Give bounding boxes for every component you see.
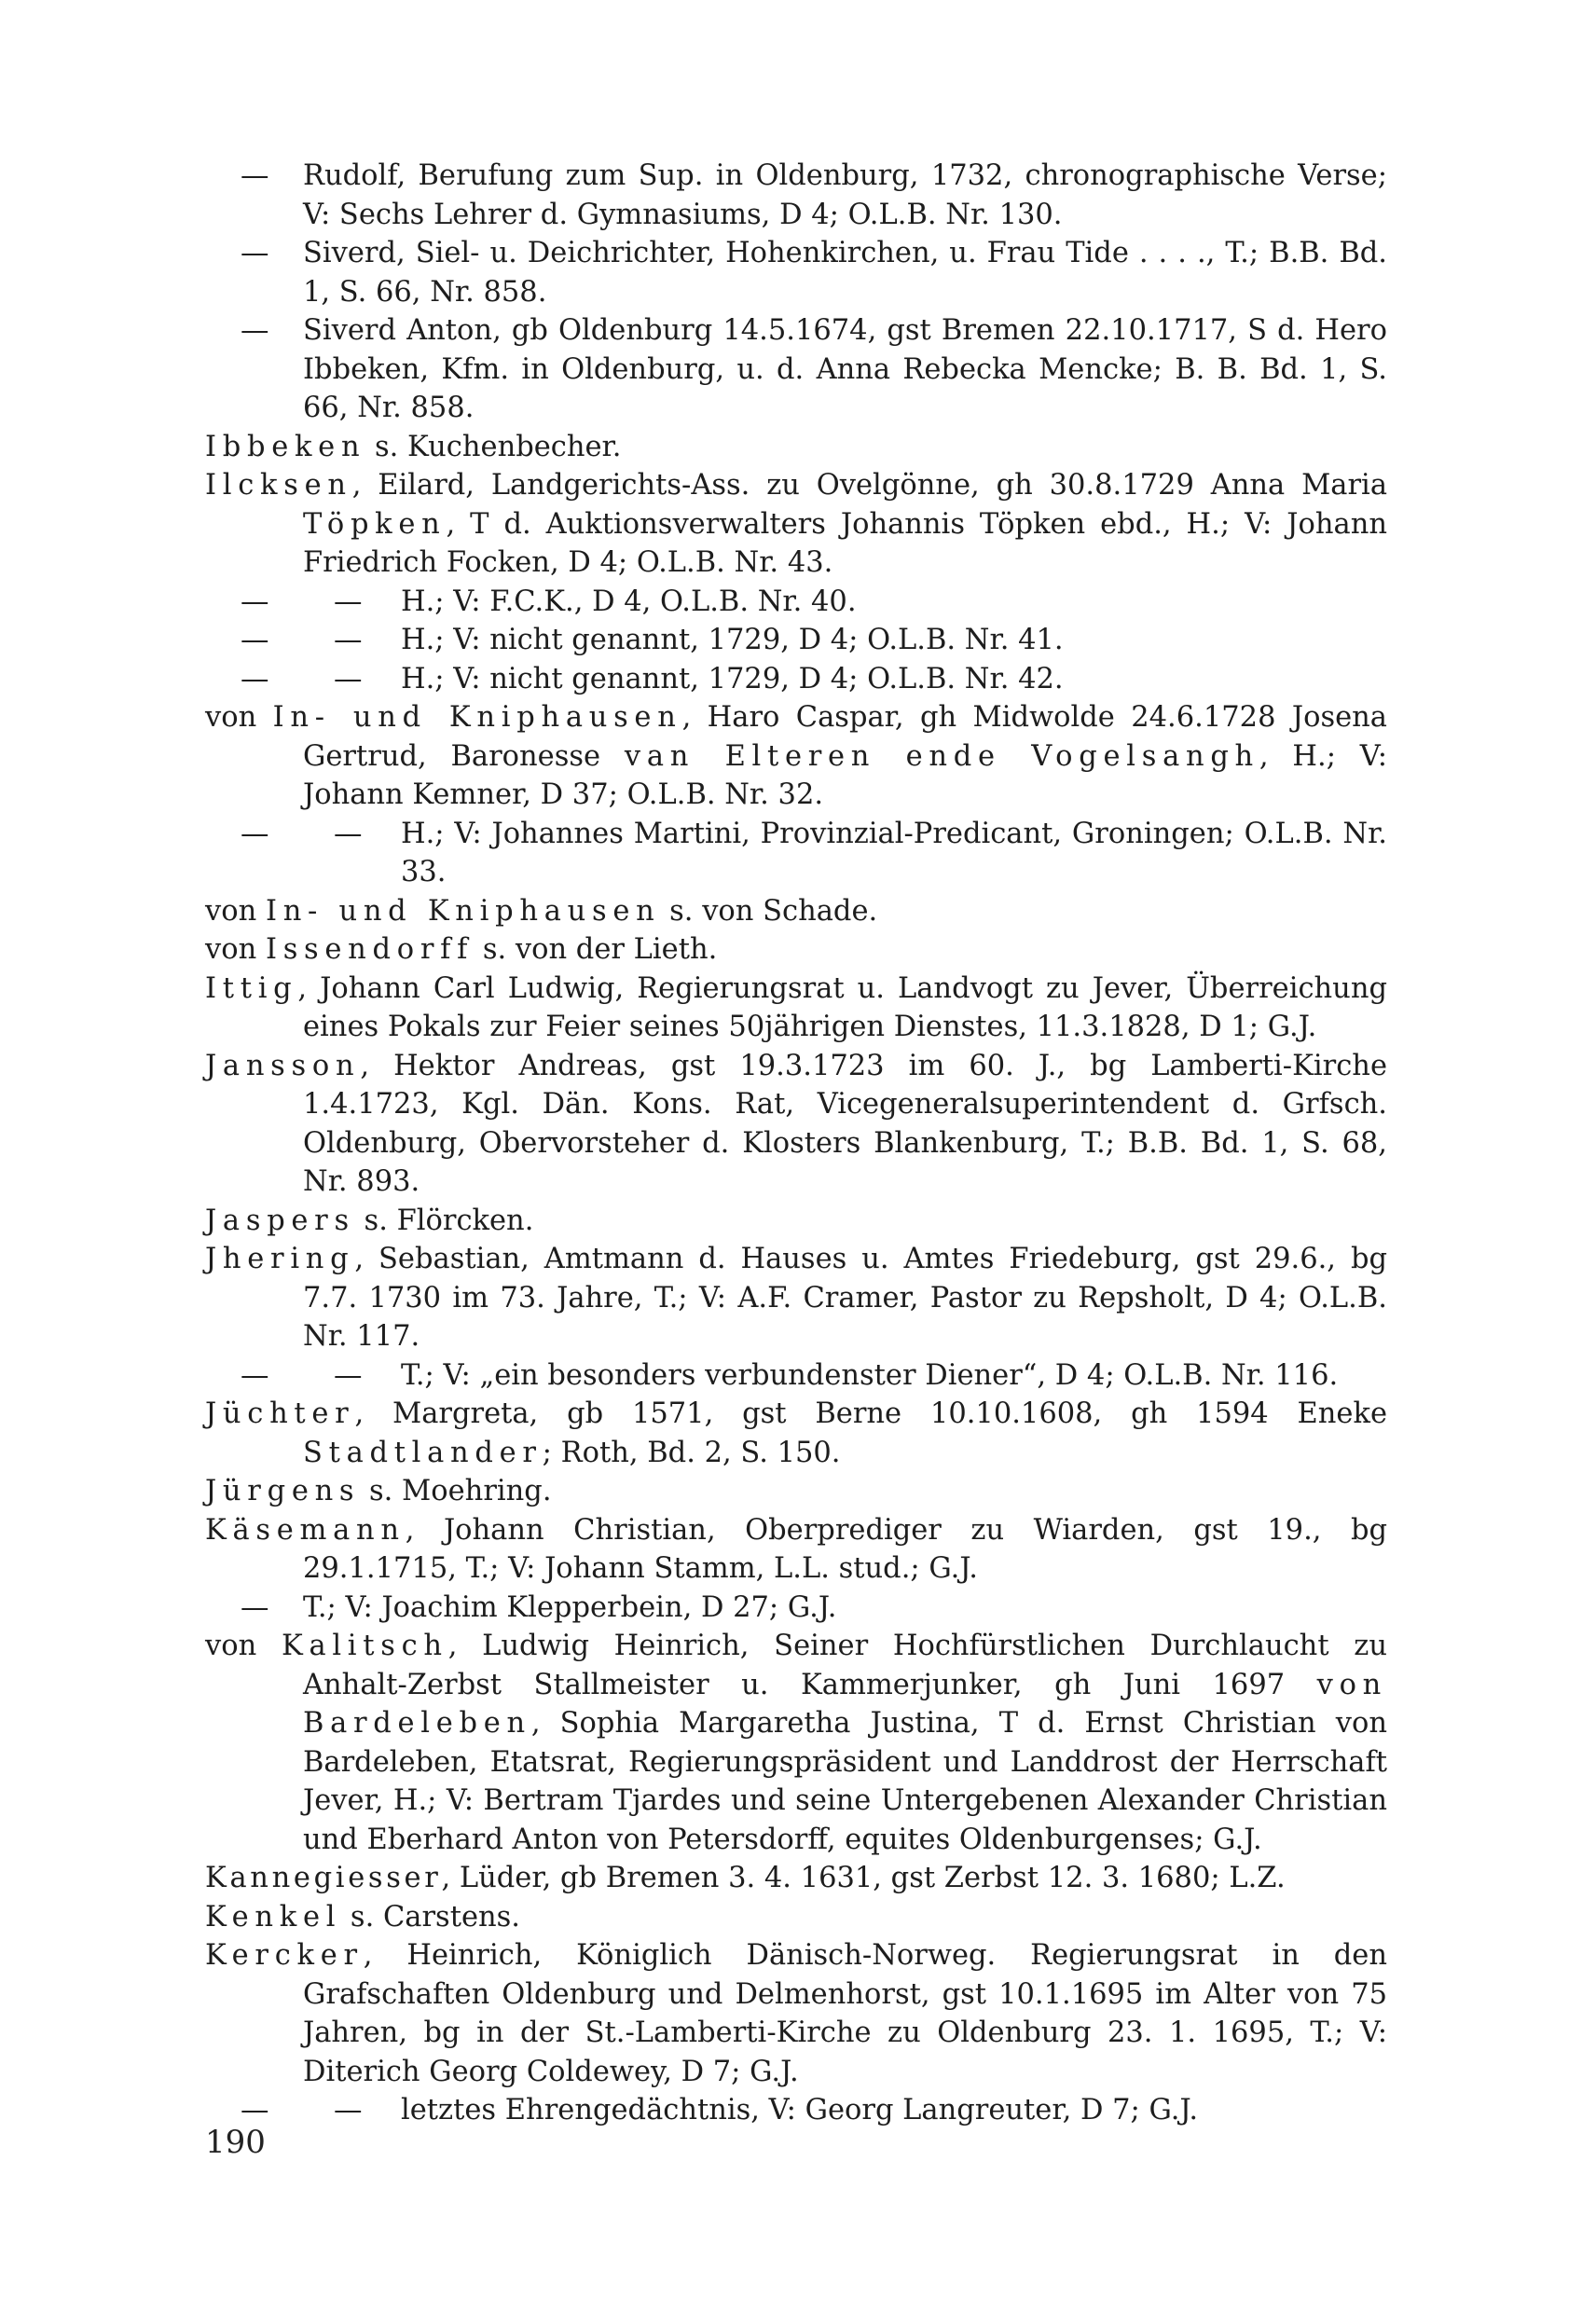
entry-text: s. Carstens. [341, 1900, 521, 1934]
entry-text: H.; V: F.C.K., D 4, O.L.B. Nr. 40. [401, 585, 857, 618]
entry-head: Ibbeken [205, 430, 366, 463]
entry-ilcksen-40 [205, 583, 1387, 622]
dash-marker: — [241, 159, 269, 192]
dash-marker: — [241, 1590, 269, 1624]
entry-in-und-kniphausen-ref [205, 892, 1387, 931]
entry-text: H.; V: nicht genannt, 1729, D 4; O.L.B. Nr. 42. [401, 662, 1064, 695]
entry-issendorff [205, 930, 1387, 970]
dash-marker: — [334, 817, 363, 850]
entry-head: Jansson [205, 1049, 361, 1082]
entry-ittig [205, 970, 1387, 1047]
dash-marker: — [334, 1358, 363, 1392]
entry-kannegiesser [205, 1859, 1387, 1898]
entry-head: Jhering [205, 1243, 355, 1275]
document-page [205, 157, 1387, 2130]
entry-head: In- und Kniphausen [272, 701, 682, 734]
entry-text: , Johann Carl Ludwig, Regierungsrat u. Landvogt zu Jever, Überreichung eines Pokals zur Feier seines 50jährigen Dienstes, 11.3.1828, D 1; G.J. [297, 971, 1387, 1043]
entry-head: Kenkel [205, 1900, 342, 1934]
dash-marker: — [241, 237, 269, 269]
entry-head-secondary: van Elteren ende Vogelsangh [624, 739, 1259, 773]
dash-marker: — [241, 314, 269, 347]
dash-marker: — [334, 585, 363, 618]
entry-head-secondary: Stadtlander [303, 1436, 543, 1469]
entry-prefix: von [205, 701, 273, 734]
entry-text: Rudolf, Berufung zum Sup. in Oldenburg, 1732, chronographische Verse; V: Sechs Lehrer d. Gymnasiums, D 4; O.L.B. Nr. 130. [303, 159, 1387, 231]
entry-text: T.; V: Joachim Klepperbein, D 27; G.J. [303, 1590, 837, 1624]
entry-text: s. Flörcken. [354, 1204, 534, 1237]
entry-head: Ittig [205, 971, 298, 1005]
entry-text-secondary: , Sophia Margaretha Justina, T d. Ernst Christian von Bardeleben, Etatsrat, Regierungspräsident und Landdrost der Herrschaft Jever, H.; V: Bertram Tjardes und seine Untergebenen Alexander Christian und Eberhard Anton von Petersdorff, equites Oldenburgenses; G.J. [303, 1707, 1387, 1856]
entry-text: s. von Schade. [660, 894, 878, 928]
entry-ilcksen-41 [205, 621, 1387, 660]
entry-head: In- und Kniphausen [265, 894, 661, 928]
entry-text-secondary: , H.; V: Johann Kemner, D 37; O.L.B. Nr. 32. [303, 739, 1388, 811]
entry-jansson [205, 1047, 1387, 1202]
dash-marker: — [334, 662, 363, 695]
entry-text: , Eilard, Landgerichts-Ass. zu Ovelgönne, gh 30.8.1729 Anna Maria [351, 469, 1387, 502]
entry-juechter [205, 1395, 1387, 1472]
entry-kalitsch [205, 1627, 1387, 1859]
entry-head-secondary: von Bardeleben [303, 1668, 1387, 1740]
entry-ilcksen [205, 466, 1387, 583]
entry-kercker [205, 1936, 1387, 2091]
entry-text: , Johann Christian, Oberprediger zu Wiarden, gst 19., bg 29.1.1715, T.; V: Johann Stamm, L.L. stud.; G.J. [303, 1513, 1387, 1585]
entry-prefix: von [205, 933, 266, 966]
entry-text: , Hektor Andreas, gst 19.3.1723 im 60. J., bg Lamberti-Kirche 1.4.1723, Kgl. Dän. Kons. Rat, Vicegeneralsuperintendent d. Grfsch. Oldenburg, Obervorsteher d. Klosters Blankenburg, T.; B.B. Bd. 1, S. 68, Nr. 893. [303, 1049, 1387, 1198]
entry-juergens [205, 1472, 1387, 1511]
dash-marker: — [334, 2094, 363, 2126]
entry-kercker-langreuter [205, 2091, 1387, 2130]
entry-ibbeken [205, 428, 1387, 467]
entry-text-secondary: , T d. Auktionsverwalters Johannis Töpken ebd., H.; V: Johann Friedrich Focken, D 4; O.L.B. Nr. 43. [303, 507, 1387, 579]
entry-text: s. Moehring. [360, 1475, 552, 1507]
entry-in-und-kniphausen-33 [205, 815, 1387, 892]
entry-text-secondary: ; Roth, Bd. 2, S. 150. [542, 1436, 841, 1469]
entry-in-und-kniphausen [205, 698, 1387, 815]
entry-text: letztes Ehrengedächtnis, V: Georg Langreuter, D 7; G.J. [401, 2094, 1199, 2126]
entry-head: Käsemann [205, 1513, 406, 1547]
entry-head: Kercker [205, 1939, 364, 1972]
entry-head: Jaspers [205, 1204, 355, 1237]
entry-text: , Heinrich, Königlich Dänisch-Norweg. Regierungsrat in den Grafschaften Oldenburg und Delmenhorst, gst 10.1.1695 im Alter von 75 Jahren, bg in der St.-Lamberti-Kirche zu Oldenburg 23. 1. 1695, T.; V: Diterich Georg Coldewey, D 7; G.J. [303, 1939, 1387, 2088]
entry-head: Jüchter [205, 1397, 355, 1430]
dash-marker: — [241, 2094, 269, 2126]
entry-ibbeken-siverd-anton [205, 311, 1387, 428]
dash-marker: — [241, 585, 269, 618]
entry-head-secondary: Töpken [303, 507, 447, 541]
entry-jaspers [205, 1202, 1387, 1241]
entry-jhering-116 [205, 1356, 1387, 1396]
entry-head: Kannegiesser [205, 1862, 442, 1894]
dash-marker: — [241, 817, 269, 850]
entry-ibbeken-siverd [205, 234, 1387, 311]
dash-marker: — [241, 624, 269, 656]
entry-text: , Sebastian, Amtmann d. Hauses u. Amtes Friedeburg, gst 29.6., bg 7.7. 1730 im 73. Jahre, T.; V: A.F. Cramer, Pastor zu Repsholt, D 4; O.L.B. Nr. 117. [303, 1243, 1387, 1353]
entry-head: Issendorff [265, 933, 475, 966]
dash-marker: — [334, 624, 363, 656]
entry-head: Ilcksen [205, 469, 352, 502]
dash-marker: — [241, 662, 269, 695]
entry-head: Kalitsch [281, 1630, 448, 1662]
entry-ilcksen-42 [205, 660, 1387, 699]
entry-text: H.; V: Johannes Martini, Provinzial-Predicant, Groningen; O.L.B. Nr. 33. [401, 817, 1387, 888]
entry-text: , Ludwig Heinrich, Seiner Hochfürstlichen Durchlaucht zu Anhalt-Zerbst Stallmeister u. Kammerjunker, gh Juni 1697 [303, 1630, 1387, 1701]
entry-text: Siverd Anton, gb Oldenburg 14.5.1674, gst Bremen 22.10.1717, S d. Hero Ibbeken, Kfm. in Oldenburg, u. d. Anna Rebecka Mencke; B. B. Bd. 1, S. 66, Nr. 858. [303, 314, 1387, 424]
entry-text: s. von der Lieth. [474, 933, 718, 966]
entry-text: , Lüder, gb Bremen 3. 4. 1631, gst Zerbst 12. 3. 1680; L.Z. [441, 1862, 1286, 1894]
entry-kaesemann-klepperbein [205, 1589, 1387, 1628]
entry-kaesemann [205, 1511, 1387, 1589]
entry-kenkel [205, 1898, 1387, 1937]
entry-text: T.; V: „ein besonders verbundenster Diener“, D 4; O.L.B. Nr. 116. [401, 1358, 1339, 1392]
entry-text: Siverd, Siel- u. Deichrichter, Hohenkirchen, u. Frau Tide . . . ., T.; B.B. Bd. 1, S. 66, Nr. 858. [303, 237, 1387, 309]
entry-text: , Margreta, gb 1571, gst Berne 10.10.1608, gh 1594 Eneke [354, 1397, 1387, 1430]
entry-jhering [205, 1240, 1387, 1356]
dash-marker: — [241, 1358, 269, 1392]
entry-text: s. Kuchenbecher. [365, 430, 622, 463]
page-number: 190 [205, 2124, 266, 2161]
entry-text: , Haro Caspar, gh Midwolde 24.6.1728 Josena Gertrud, Baronesse [303, 701, 1387, 773]
entry-ibbeken-rudolf [205, 157, 1387, 234]
entry-head: Jürgens [205, 1475, 361, 1507]
entry-prefix: von [205, 1630, 282, 1662]
entry-prefix: von [205, 894, 266, 928]
entry-text: H.; V: nicht genannt, 1729, D 4; O.L.B. Nr. 41. [401, 624, 1064, 656]
